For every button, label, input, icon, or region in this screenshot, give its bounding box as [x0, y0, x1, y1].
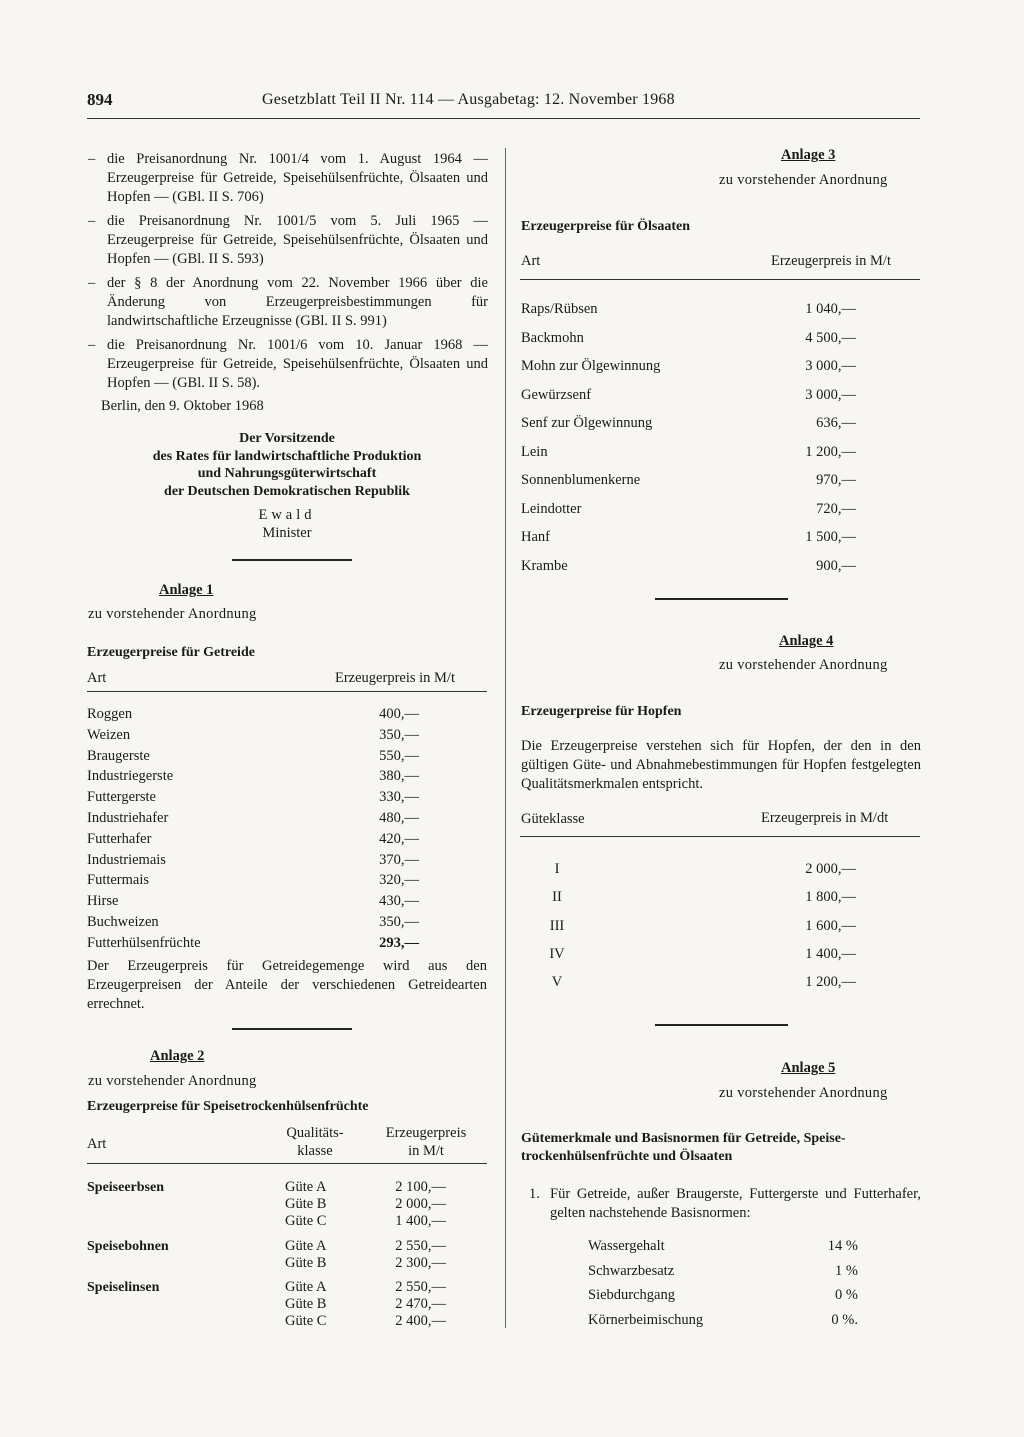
grade: Güte C: [285, 1313, 327, 1329]
table-row: [87, 808, 487, 829]
crop-name: Futtermais: [87, 872, 150, 889]
grade: Güte A: [285, 1279, 327, 1295]
crop-price: 293,—: [379, 934, 419, 951]
column-header-price: [372, 1124, 480, 1160]
table-row: [87, 850, 487, 871]
crop-name: Futterhülsenfrüchte: [87, 934, 201, 951]
hop-grade: III: [549, 917, 565, 934]
signature-block: [87, 430, 487, 500]
header-line: klasse: [297, 1143, 333, 1159]
table-row: [521, 855, 921, 883]
table-row: [87, 766, 487, 787]
hop-price: 1 400,—: [805, 945, 856, 962]
basisnormen-table: [588, 1234, 878, 1332]
anlage1-note: Der Erzeugerpreis für Getreidegemenge wird aus den Erzeugerpreisen der Anteile der verschiedenen Getreidearten errechnet.: [87, 958, 487, 1012]
price: 2 300,—: [395, 1255, 446, 1271]
table-row: [87, 912, 487, 933]
header-line: Qualitäts-: [286, 1125, 344, 1141]
signatory-role: Minister: [262, 525, 312, 541]
oilseed-name: Backmohn: [521, 329, 584, 346]
norm-name: Wassergehalt: [588, 1238, 665, 1254]
norm-value: 14 %: [827, 1238, 858, 1254]
table-row: [588, 1259, 878, 1284]
norm-value: 0 %: [835, 1287, 858, 1303]
table-row: [521, 324, 921, 353]
table-row: [521, 295, 921, 324]
table-row: [588, 1308, 878, 1333]
oilseed-price: 3 000,—: [805, 386, 856, 403]
table-row: [521, 523, 921, 552]
table-row: [87, 870, 487, 891]
table-rule: [87, 1163, 487, 1164]
table-row: [87, 829, 487, 850]
gazette-header: Gesetzblatt Teil II Nr. 114 — Ausgabetag: 12. November 1968: [262, 91, 675, 108]
table-row: [87, 704, 487, 725]
crop-name: Buchweizen: [87, 913, 159, 930]
table-row: [521, 381, 921, 410]
section-divider: [232, 1028, 352, 1030]
table-rule: [520, 836, 920, 837]
hop-price: 2 000,—: [805, 861, 856, 877]
anlage1-subheading: zu vorstehender Anordnung: [88, 606, 257, 622]
hop-price: 1 800,—: [805, 889, 856, 906]
oilseed-price: 1 200,—: [805, 443, 856, 460]
item-number: 1.: [529, 1186, 540, 1202]
oilseed-name: Mohn zur Ölgewinnung: [521, 358, 661, 374]
hop-price: 1 600,—: [805, 917, 856, 934]
norm-name: Siebdurchgang: [588, 1287, 675, 1303]
column-header-quality: [280, 1124, 350, 1160]
table-row: [521, 552, 921, 581]
table-row: [521, 352, 921, 381]
table-row: [521, 883, 921, 911]
grade: Güte B: [285, 1296, 327, 1312]
anlage1-table: [87, 704, 487, 954]
oilseed-name: Krambe: [521, 557, 568, 574]
table-row: [87, 933, 487, 954]
norm-name: Schwarzbesatz: [588, 1262, 675, 1279]
price: 2 550,—: [395, 1279, 446, 1295]
oilseed-name: Senf zur Ölgewinnung: [521, 415, 653, 431]
anlage4-intro: Die Erzeugerpreise verstehen sich für Hopfen, der den in den gültigen Güte- und Abnahmebestimmungen für Hopfen festgelegten Qualitätsmerkmalen entspricht.: [521, 738, 921, 792]
oilseed-name: Sonnenblumenkerne: [521, 472, 641, 488]
table-row: [521, 968, 921, 996]
column-divider: [505, 148, 506, 1328]
column-header-art: Art: [87, 1136, 107, 1152]
header-rule: [87, 118, 920, 119]
anlage4-subheading: zu vorstehender Anordnung: [719, 657, 888, 673]
anlage2-section-title: Erzeugerpreise für Speisetrockenhülsenfrüchte: [87, 1099, 369, 1114]
title-line: Gütemerkmale und Basisnormen für Getreide, Speise-: [521, 1131, 846, 1146]
anlage3-section-title: Erzeugerpreise für Ölsaaten: [521, 219, 691, 234]
table-row: [588, 1234, 878, 1259]
crop-price: 370,—: [379, 851, 419, 868]
oilseed-price: 1 500,—: [805, 529, 856, 545]
section-divider: [655, 1024, 788, 1026]
crop-name: Futtergerste: [87, 789, 156, 806]
crop-price: 330,—: [379, 789, 419, 806]
table-row: [521, 409, 921, 438]
table-row: [87, 746, 487, 767]
crop-price: 350,—: [379, 913, 419, 930]
column-header-price: Erzeugerpreis in M/t: [335, 670, 455, 686]
oilseed-price: 900,—: [816, 557, 856, 574]
oilseed-price: 1 040,—: [805, 301, 856, 317]
group-name: Speisebohnen: [87, 1239, 169, 1254]
section-divider: [655, 598, 788, 600]
crop-name: Industriegerste: [87, 768, 174, 785]
norm-name: Körnerbeimischung: [588, 1311, 704, 1328]
anlage5-heading: Anlage 5: [781, 1060, 836, 1076]
list-item: – die Preisanordnung Nr. 1001/6 vom 10. Januar 1968 — Erzeugerpreise für Getreide, Speisehülsenfrüchte, Ölsaaten und Hopfen — (GBl. II S. 58).: [88, 336, 488, 393]
column-header-art: Art: [87, 670, 107, 686]
list-item: – die Preisanordnung Nr. 1001/5 vom 5. Juli 1965 — Erzeugerpreise für Getreide, Speisehülsenfrüchte, Ölsaaten und Hopfen — (GBl. II S. 593): [88, 212, 488, 269]
price: 2 470,—: [395, 1296, 446, 1312]
table-rule: [87, 691, 487, 692]
column-header-grade: Güteklasse: [521, 811, 585, 827]
anlage1-section-title: Erzeugerpreise für Getreide: [87, 645, 255, 660]
oilseed-price: 4 500,—: [805, 329, 856, 346]
anlage2-heading: Anlage 2: [150, 1048, 205, 1064]
group-name: Speiselinsen: [87, 1280, 160, 1295]
crop-price: 420,—: [379, 830, 419, 847]
table-row: [588, 1283, 878, 1308]
crop-name: Industriehafer: [87, 809, 169, 826]
anlage4-heading: Anlage 4: [779, 633, 834, 649]
table-row: [521, 438, 921, 467]
repealed-regulations-list: [88, 150, 488, 398]
norm-value: 1 %: [835, 1262, 858, 1279]
anlage4-section-title: Erzeugerpreise für Hopfen: [521, 704, 682, 719]
crop-name: Futterhafer: [87, 830, 152, 847]
crop-price: 320,—: [379, 872, 419, 889]
oilseed-name: Hanf: [521, 529, 550, 545]
price: 2 100,—: [395, 1179, 446, 1195]
hop-grade: V: [551, 974, 563, 991]
grade: Güte B: [285, 1196, 327, 1212]
table-row: [87, 725, 487, 746]
column-header-price: Erzeugerpreis in M/t: [771, 253, 891, 269]
crop-price: 480,—: [379, 809, 419, 826]
anlage5-item-text: Für Getreide, außer Braugerste, Futtergerste und Futterhafer, gelten nachstehende Basisnormen:: [550, 1186, 921, 1221]
signature-line: des Rates für landwirtschaftliche Produktion: [152, 448, 422, 464]
grade: Güte A: [285, 1179, 327, 1195]
hop-grade: I: [554, 861, 560, 877]
crop-price: 350,—: [379, 726, 419, 743]
oilseed-name: Raps/Rübsen: [521, 301, 598, 317]
price: 1 400,—: [395, 1213, 446, 1229]
price: 2 000,—: [395, 1196, 446, 1212]
anlage4-table: [521, 855, 921, 996]
crop-price: 400,—: [379, 706, 419, 722]
anlage1-heading: Anlage 1: [159, 582, 214, 598]
table-row: [521, 495, 921, 524]
column-header-price: Erzeugerpreis in M/dt: [761, 810, 889, 826]
table-row: [87, 787, 487, 808]
table-rule: [520, 279, 920, 280]
crop-price: 380,—: [379, 768, 419, 785]
hop-grade: II: [552, 889, 562, 906]
signatory-name: Ewald: [258, 507, 316, 523]
anlage2-subheading: zu vorstehender Anordnung: [88, 1073, 257, 1089]
list-item: – die Preisanordnung Nr. 1001/4 vom 1. August 1964 — Erzeugerpreise für Getreide, Speisehülsenfrüchte, Ölsaaten und Hopfen — (GBl. II S. 706): [88, 150, 488, 207]
column-header-art: Art: [521, 253, 541, 269]
anlage3-subheading: zu vorstehender Anordnung: [719, 172, 888, 188]
crop-price: 550,—: [379, 747, 419, 764]
signature-line: Der Vorsitzende: [239, 431, 335, 446]
norm-value: 0 %.: [831, 1311, 858, 1328]
crop-name: Roggen: [87, 706, 133, 722]
title-line: trockenhülsenfrüchte und Ölsaaten: [521, 1149, 733, 1164]
oilseed-price: 636,—: [816, 415, 856, 431]
hop-price: 1 200,—: [805, 974, 856, 991]
signature-line: der Deutschen Demokratischen Republik: [164, 483, 410, 499]
place-date: Berlin, den 9. Oktober 1968: [101, 398, 264, 414]
signature-line: und Nahrungsgüterwirtschaft: [197, 466, 377, 481]
oilseed-price: 970,—: [816, 472, 856, 488]
hop-grade: IV: [549, 945, 565, 962]
group-name: Speiseerbsen: [87, 1180, 164, 1195]
grade: Güte C: [285, 1213, 327, 1229]
price: 2 550,—: [395, 1238, 446, 1254]
anlage5-section-title: [521, 1130, 921, 1166]
price: 2 400,—: [395, 1313, 446, 1329]
table-row: [87, 891, 487, 912]
crop-name: Weizen: [87, 726, 131, 743]
oilseed-name: Gewürzsenf: [521, 386, 592, 403]
oilseed-name: Leindotter: [521, 500, 582, 517]
crop-name: Industriemais: [87, 851, 166, 868]
oilseed-name: Lein: [521, 443, 548, 460]
grade: Güte B: [285, 1255, 327, 1271]
crop-name: Braugerste: [87, 747, 150, 764]
oilseed-price: 720,—: [816, 500, 856, 517]
list-item: – der § 8 der Anordnung vom 22. November 1966 über die Änderung von Erzeugerpreisbestimmungen für landwirtschaftliche Erzeugnisse (GBl. II S. 991): [88, 274, 488, 331]
section-divider: [232, 559, 352, 561]
grade: Güte A: [285, 1238, 327, 1254]
table-row: [521, 466, 921, 495]
table-row: [521, 940, 921, 968]
crop-name: Hirse: [87, 893, 119, 910]
anlage3-heading: Anlage 3: [781, 147, 836, 163]
oilseed-price: 3 000,—: [805, 358, 856, 374]
anlage3-table: [521, 295, 921, 580]
header-line: Erzeugerpreis: [385, 1125, 467, 1141]
anlage5-subheading: zu vorstehender Anordnung: [719, 1085, 888, 1101]
header-line: in M/t: [408, 1143, 444, 1159]
table-row: [521, 912, 921, 940]
crop-price: 430,—: [379, 893, 419, 910]
page-number: 894: [87, 90, 113, 109]
